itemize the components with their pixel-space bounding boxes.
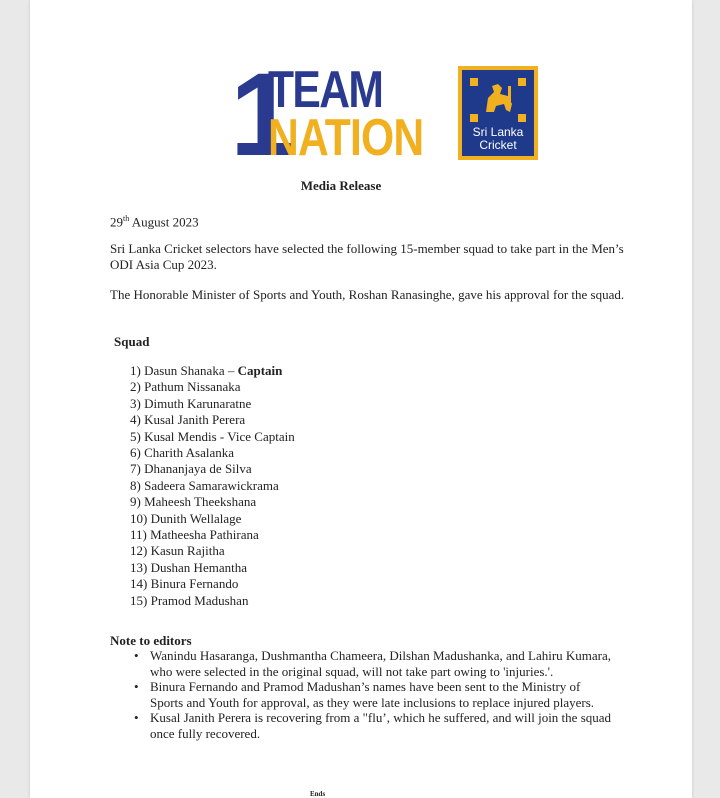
list-item: 10) Dunith Wellalage xyxy=(130,510,242,526)
list-item: 4) Kusal Janith Perera xyxy=(130,412,246,428)
list-item: 2) Pathum Nissanaka xyxy=(130,379,241,395)
list-item: 6) Charith Asalanka xyxy=(130,445,234,461)
list-item: • Binura Fernando and Pramod Madushan’s names have been sent to the Ministry of Sports and Youth for approval, as they were late inclusions to replace injured players. xyxy=(134,679,595,710)
document-page xyxy=(30,0,692,798)
logo-team: TEAM xyxy=(268,61,383,119)
list-item: • Wanindu Hasaranga, Dushmantha Chameera, Dilshan Madushanka, and Lahiru Kumara, who were selected in the original squad, will not take part owing to 'injuries.'. xyxy=(134,648,612,679)
notes-list xyxy=(134,648,614,741)
intro-paragraph: Sri Lanka Cricket selectors have selected the following 15-member squad to take part in the Men’s ODI Asia Cup 2023. xyxy=(110,241,624,272)
badge-line-1: Sri Lanka xyxy=(472,125,524,139)
bullet-icon: • xyxy=(134,648,139,663)
list-item: 1) Dasun Shanaka – Captain xyxy=(130,363,283,378)
squad-heading: Squad xyxy=(114,334,150,349)
logo-nation: NATION xyxy=(268,109,424,167)
list-item: 12) Kasun Rajitha xyxy=(130,543,225,559)
list-item: 7) Dhananjaya de Silva xyxy=(130,461,252,477)
bullet-icon: • xyxy=(134,679,139,694)
list-item: 9) Maheesh Theekshana xyxy=(130,494,257,510)
squad-list xyxy=(130,363,295,609)
lion-icon xyxy=(468,76,528,124)
list-item: 8) Sadeera Samarawickrama xyxy=(130,477,279,493)
team-nation-logo xyxy=(230,49,540,181)
list-item: 3) Dimuth Karunaratne xyxy=(130,395,252,411)
badge-line-2: Cricket xyxy=(479,138,517,152)
approval-paragraph: The Honorable Minister of Sports and Youth, Roshan Ranasinghe, gave his approval for the squad. xyxy=(110,287,625,302)
release-date: 29th August 2023 xyxy=(110,214,199,230)
sri-lanka-cricket-badge xyxy=(458,66,538,160)
list-item: 11) Matheesha Pathirana xyxy=(130,527,259,543)
list-item: 5) Kusal Mendis - Vice Captain xyxy=(130,428,295,444)
ends-marker: Ends xyxy=(310,790,326,798)
notes-heading: Note to editors xyxy=(110,633,192,648)
list-item: 13) Dushan Hemantha xyxy=(130,559,247,575)
bullet-icon: • xyxy=(134,710,139,725)
list-item: 15) Pramod Madushan xyxy=(130,592,249,608)
document-title: Media Release xyxy=(300,178,382,193)
list-item: • Kusal Janith Perera is recovering from a "flu’, which he suffered, and will join the squad once fully recovered. xyxy=(134,710,612,741)
logo-one: 1 xyxy=(230,49,290,181)
list-item: 14) Binura Fernando xyxy=(130,576,239,592)
